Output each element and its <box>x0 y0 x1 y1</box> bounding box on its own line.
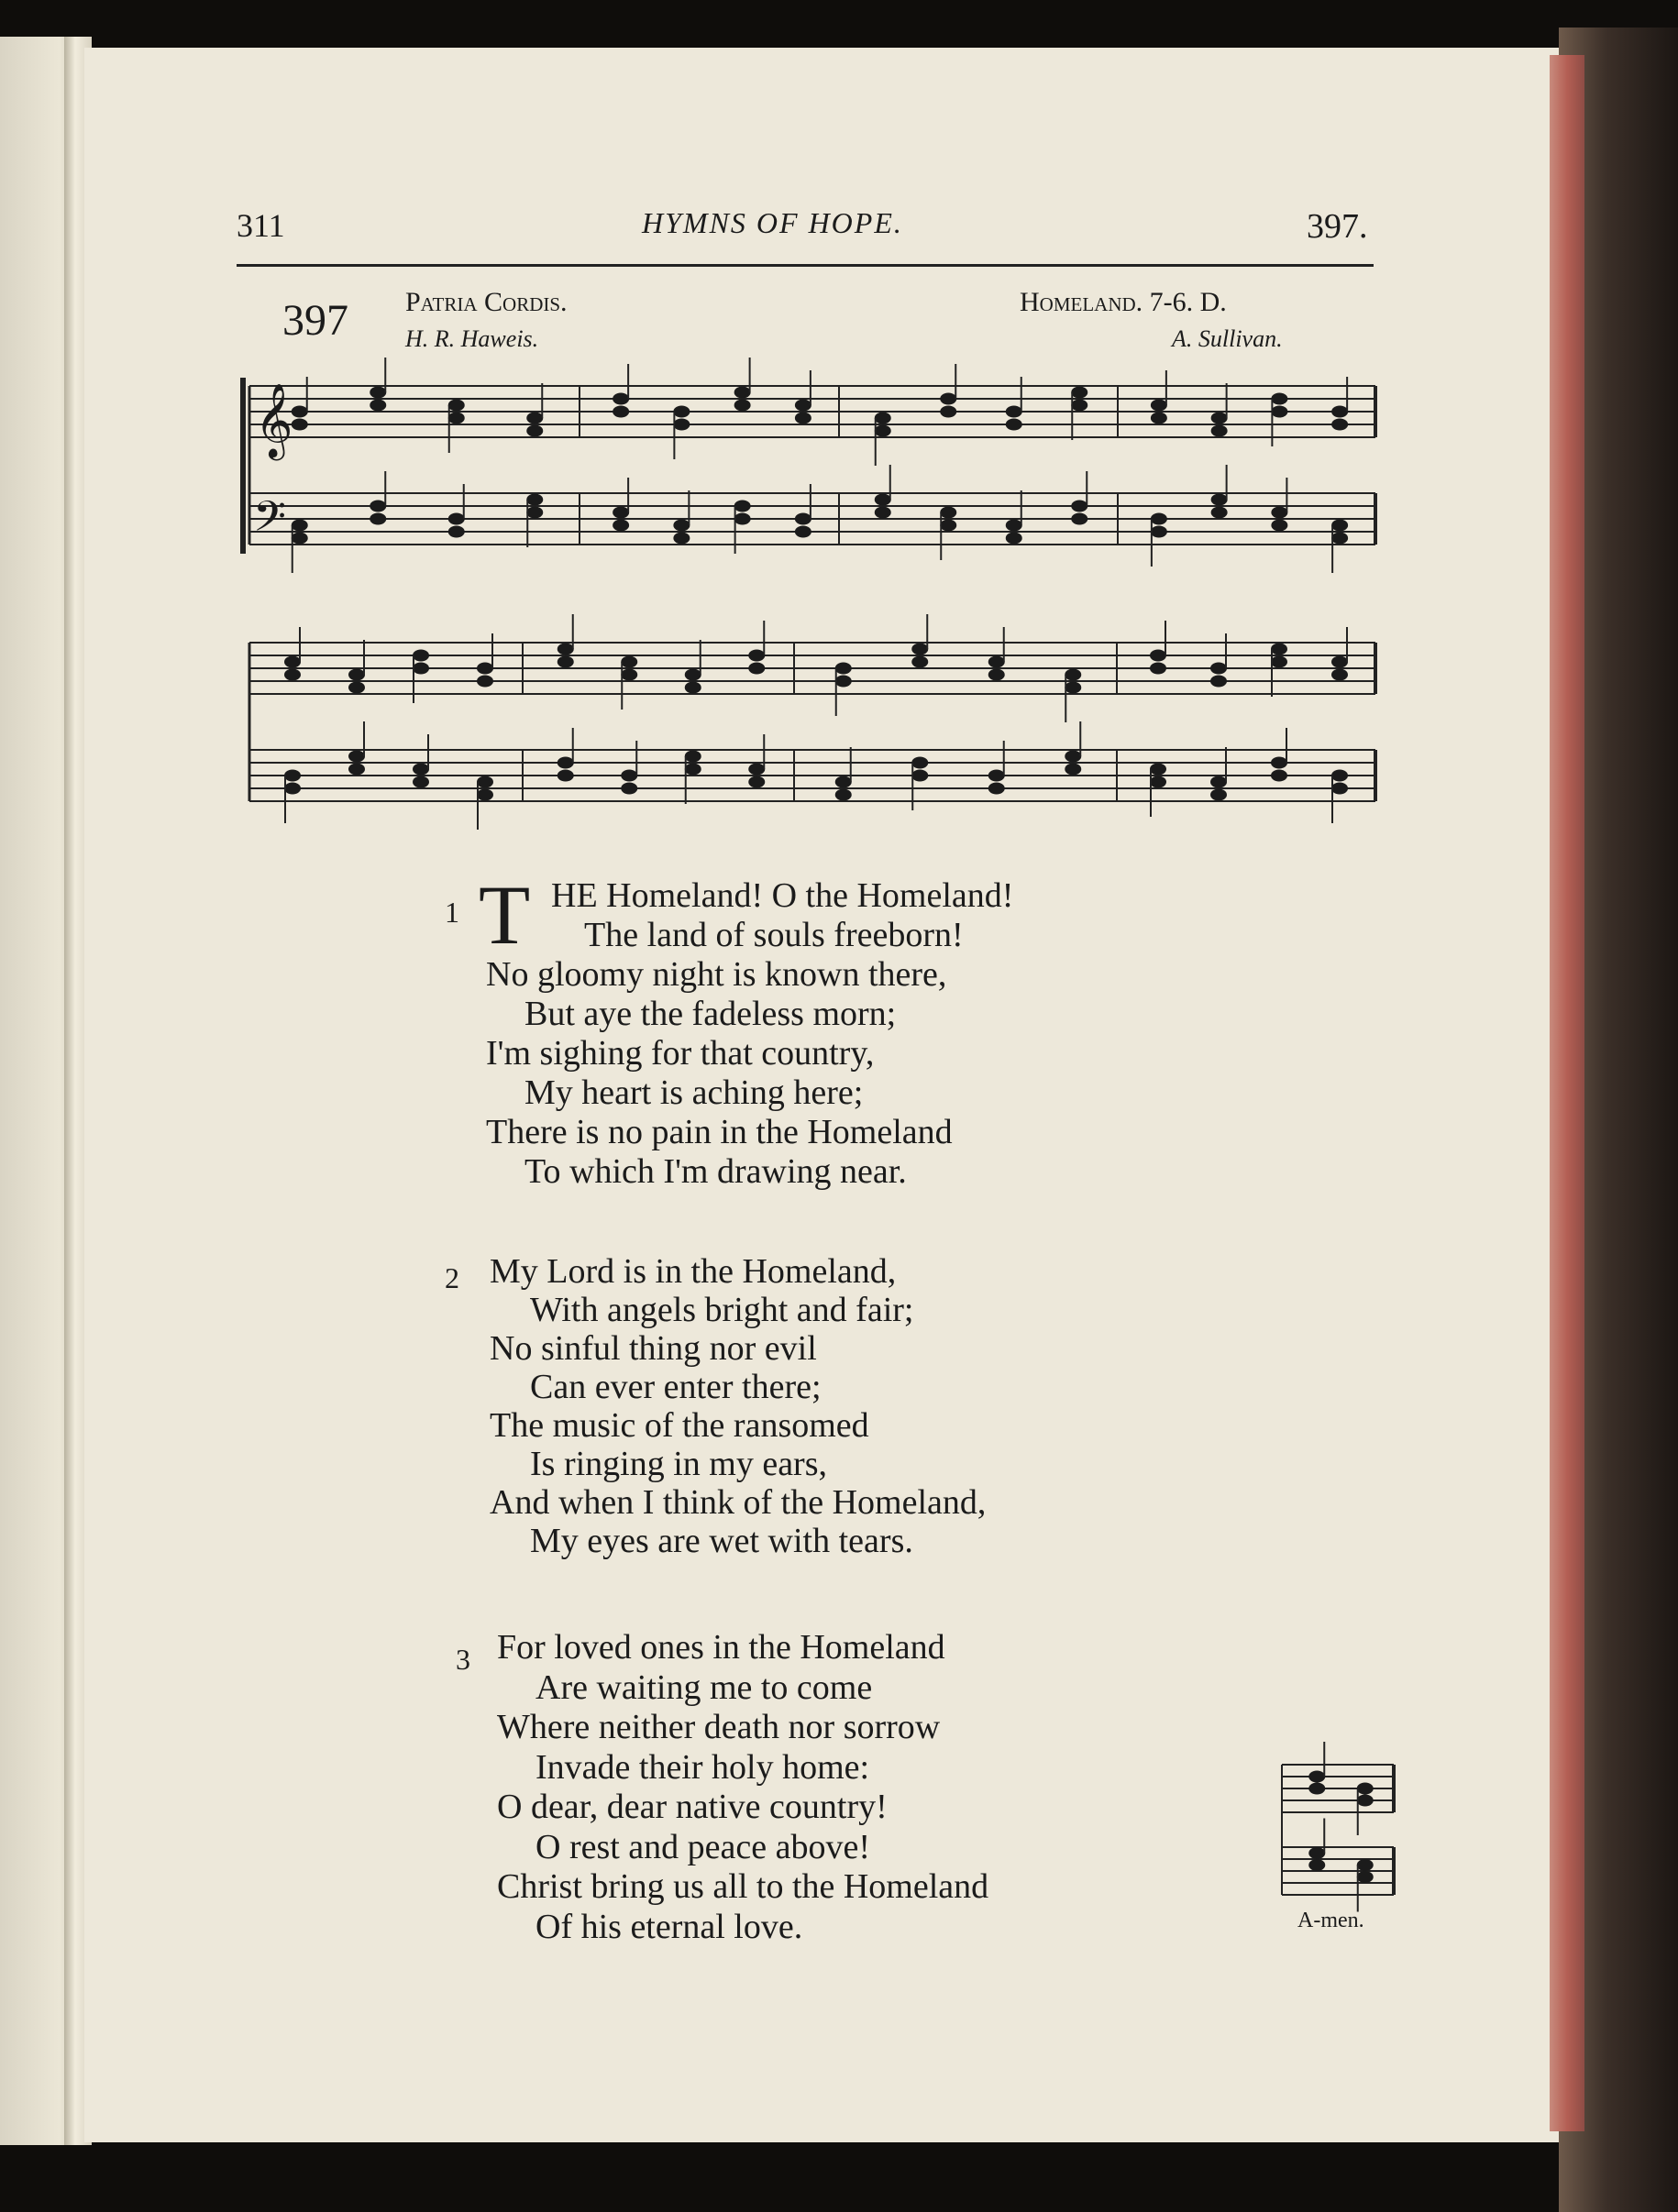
note-head <box>526 413 543 424</box>
verse-line: I'm sighing for that country, <box>486 1034 875 1073</box>
note-head <box>685 751 701 763</box>
note-head <box>835 676 852 688</box>
note-head <box>1271 757 1287 769</box>
note-head <box>1331 406 1348 418</box>
note-head <box>557 757 574 769</box>
verse-number: 1 <box>445 896 459 929</box>
note-head <box>1151 400 1167 412</box>
note-head <box>413 776 429 788</box>
verse-line: My heart is aching here; <box>524 1073 864 1112</box>
note-head <box>413 650 429 662</box>
note-head <box>734 387 751 399</box>
note-head <box>673 520 690 532</box>
note-head <box>673 419 690 431</box>
verse-line: There is no pain in the Homeland <box>486 1113 953 1151</box>
note-head <box>1271 406 1287 418</box>
page-number: 311 <box>237 207 285 244</box>
running-title: HYMNS OF HOPE. <box>642 206 903 239</box>
note-head <box>685 764 701 776</box>
note-head <box>477 776 493 788</box>
note-head <box>448 513 465 525</box>
note-head <box>1151 413 1167 424</box>
note-head <box>1331 419 1348 431</box>
note-head <box>348 682 365 694</box>
note-head <box>1331 533 1348 545</box>
verse-line: Of his eternal love. <box>535 1907 803 1946</box>
verse-number: 3 <box>456 1643 470 1676</box>
note-head <box>1065 751 1081 763</box>
note-head <box>370 400 386 412</box>
note-head <box>477 676 493 688</box>
verse-number: 2 <box>445 1261 459 1294</box>
note-head <box>748 650 765 662</box>
note-head <box>448 413 465 424</box>
note-head <box>292 520 308 532</box>
note-head <box>835 663 852 675</box>
note-head <box>1308 1859 1325 1871</box>
note-head <box>940 520 956 532</box>
verse-line: My eyes are wet with tears. <box>530 1522 913 1560</box>
note-head <box>795 526 811 538</box>
verse-line: Are waiting me to come <box>535 1667 873 1707</box>
note-head <box>685 682 701 694</box>
note-head <box>1331 783 1348 795</box>
note-head <box>940 406 956 418</box>
note-head <box>413 764 429 776</box>
note-head <box>413 663 429 675</box>
verse-line: Christ bring us all to the Homeland <box>497 1867 989 1906</box>
note-head <box>1357 1783 1374 1795</box>
verse-line: No gloomy night is known there, <box>486 955 947 994</box>
verse-line: To which I'm drawing near. <box>524 1152 907 1191</box>
note-head <box>1331 656 1348 668</box>
note-head <box>1071 513 1087 525</box>
note-head <box>988 770 1005 782</box>
note-head <box>911 770 928 782</box>
note-head <box>1331 770 1348 782</box>
note-head <box>988 669 1005 681</box>
verse-line: The land of souls freeborn! <box>584 916 964 954</box>
note-head <box>734 400 751 412</box>
verse-line: Where neither death nor sorrow <box>497 1708 941 1746</box>
note-head <box>477 789 493 801</box>
note-head <box>621 770 637 782</box>
note-head <box>1357 1859 1374 1871</box>
note-head <box>557 656 574 668</box>
note-head <box>734 513 751 525</box>
note-head <box>1211 413 1228 424</box>
note-head <box>526 425 543 437</box>
note-head <box>1150 663 1166 675</box>
note-head <box>1210 789 1227 801</box>
note-head <box>1211 425 1228 437</box>
note-head <box>940 393 956 405</box>
note-head <box>911 644 928 655</box>
note-head <box>1071 400 1087 412</box>
note-head <box>988 783 1005 795</box>
note-head <box>1211 507 1228 519</box>
note-head <box>835 789 852 801</box>
note-head <box>1071 387 1087 399</box>
note-head <box>1357 1795 1374 1807</box>
note-head <box>1271 770 1287 782</box>
note-head <box>988 656 1005 668</box>
note-head <box>1006 520 1022 532</box>
note-head <box>284 669 301 681</box>
note-head <box>875 507 891 519</box>
note-head <box>1006 533 1022 545</box>
note-head <box>1150 650 1166 662</box>
note-head <box>911 757 928 769</box>
note-head <box>348 764 365 776</box>
note-head <box>1210 776 1227 788</box>
note-head <box>370 501 386 512</box>
note-head <box>1308 1783 1325 1795</box>
note-head <box>1271 520 1287 532</box>
note-head <box>1065 682 1081 694</box>
note-head <box>1150 776 1166 788</box>
note-head <box>292 419 308 431</box>
note-head <box>685 669 701 681</box>
note-head <box>477 663 493 675</box>
music-composer: A. Sullivan. <box>1172 325 1283 352</box>
note-head <box>875 425 891 437</box>
note-head <box>557 644 574 655</box>
note-head <box>557 770 574 782</box>
note-head <box>795 413 811 424</box>
amen-label: A-men. <box>1297 1909 1364 1932</box>
note-head <box>795 400 811 412</box>
note-head <box>526 507 543 519</box>
words-author: H. R. Haweis. <box>405 325 539 352</box>
drop-cap: T <box>479 868 531 962</box>
note-head <box>1308 1847 1325 1859</box>
note-head <box>911 656 928 668</box>
verse-line: And when I think of the Homeland, <box>490 1483 987 1522</box>
verse-line: O dear, dear native country! <box>497 1788 888 1826</box>
hymn-reference: 397. <box>1307 207 1368 246</box>
note-head <box>370 513 386 525</box>
note-head <box>1210 663 1227 675</box>
verse-line: Is ringing in my ears, <box>530 1445 828 1483</box>
note-head <box>284 783 301 795</box>
bass-clef-icon: 𝄢 <box>253 492 287 552</box>
verse-line: HE Homeland! O the Homeland! <box>551 876 1014 915</box>
verse-line: With angels bright and fair; <box>530 1291 914 1329</box>
note-head <box>613 507 629 519</box>
note-head <box>673 406 690 418</box>
note-head <box>370 387 386 399</box>
note-head <box>748 764 765 776</box>
note-head <box>748 663 765 675</box>
note-head <box>1071 501 1087 512</box>
note-head <box>621 669 637 681</box>
note-head <box>1271 507 1287 519</box>
note-head <box>621 783 637 795</box>
note-head <box>1331 669 1348 681</box>
note-head <box>1151 513 1167 525</box>
verse-line: O rest and peace above! <box>535 1827 871 1866</box>
note-head <box>284 656 301 668</box>
verse-line: The music of the ransomed <box>490 1406 869 1445</box>
note-head <box>835 776 852 788</box>
note-head <box>1271 656 1287 668</box>
note-head <box>284 770 301 782</box>
note-head <box>292 533 308 545</box>
verse-line: No sinful thing nor evil <box>490 1329 817 1368</box>
hymn-number: 397 <box>282 296 348 345</box>
note-head <box>1271 644 1287 655</box>
note-head <box>613 393 629 405</box>
tune-title: Patria Cordis. <box>405 287 568 317</box>
note-head <box>292 406 308 418</box>
note-head <box>673 533 690 545</box>
verse-line: For loved ones in the Homeland <box>497 1628 945 1667</box>
verse-line: But aye the fadeless morn; <box>524 995 897 1033</box>
treble-clef-icon: 𝄞 <box>255 382 293 457</box>
note-head <box>1211 494 1228 506</box>
note-head <box>795 513 811 525</box>
note-head <box>734 501 751 512</box>
note-head <box>621 656 637 668</box>
note-head <box>748 776 765 788</box>
note-head <box>1065 764 1081 776</box>
note-head <box>1065 669 1081 681</box>
note-head <box>1308 1771 1325 1783</box>
note-head <box>526 494 543 506</box>
tune-name: Homeland. 7-6. D. <box>1020 287 1227 317</box>
note-head <box>348 751 365 763</box>
note-head <box>1357 1871 1374 1883</box>
note-head <box>448 400 465 412</box>
note-head <box>1271 393 1287 405</box>
verse-line: Can ever enter there; <box>530 1368 822 1406</box>
verse-line: Invade their holy home: <box>535 1747 870 1787</box>
note-head <box>348 669 365 681</box>
note-head <box>1006 406 1022 418</box>
verse-line: My Lord is in the Homeland, <box>490 1252 897 1291</box>
note-head <box>448 526 465 538</box>
note-head <box>875 494 891 506</box>
note-head <box>1150 764 1166 776</box>
note-head <box>1006 419 1022 431</box>
note-head <box>875 413 891 424</box>
note-head <box>613 406 629 418</box>
note-head <box>613 520 629 532</box>
note-head <box>940 507 956 519</box>
note-head <box>1151 526 1167 538</box>
note-head <box>1210 676 1227 688</box>
note-head <box>1331 520 1348 532</box>
